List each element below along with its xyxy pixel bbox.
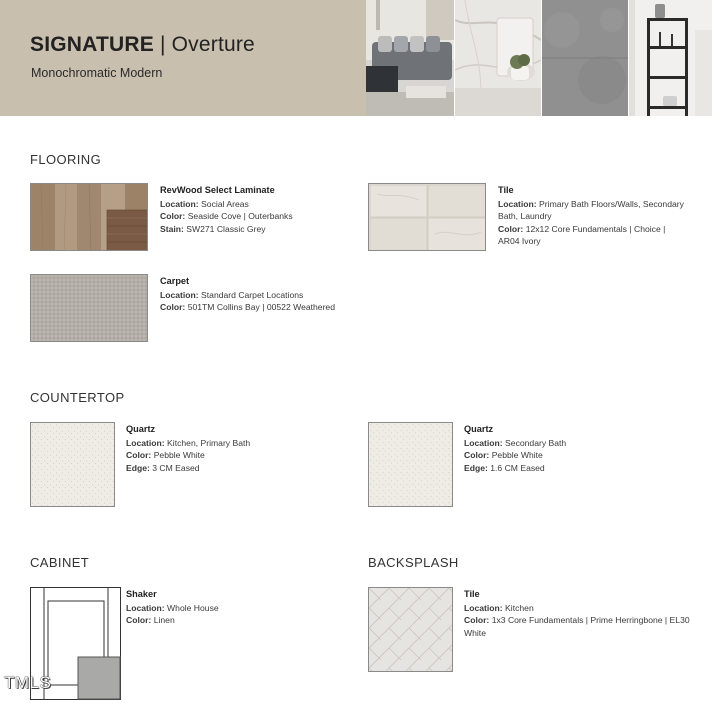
- quartz-secondary-color: Color: Pebble White: [464, 450, 543, 461]
- laminate-spec: [160, 184, 355, 235]
- carpet-name: Carpet: [160, 276, 190, 286]
- quartz-primary-color: Color: Pebble White: [126, 450, 205, 461]
- header-banner: [0, 0, 712, 116]
- backsplash-tile-spec: [464, 588, 692, 639]
- shaker-name: Shaker: [126, 589, 157, 599]
- tmls-watermark: TMLS: [4, 673, 52, 692]
- backsplash-tile-name: Tile: [464, 589, 480, 599]
- quartz-secondary-name: Quartz: [464, 424, 494, 434]
- laminate-swatch: [30, 183, 148, 251]
- section-title-backsplash: BACKSPLASH: [368, 555, 459, 570]
- shelf-decor-photo: [629, 0, 712, 116]
- backsplash-tile-color: Color: 1x3 Core Fundamentals | Prime Herringbone | EL30 White: [464, 615, 690, 638]
- quartz-primary-location: Location: Kitchen, Primary Bath: [126, 437, 251, 448]
- header-title-panel: [0, 0, 366, 116]
- section-title-countertop: COUNTERTOP: [30, 390, 125, 405]
- shaker-color: Color: Linen: [126, 615, 175, 626]
- quartz-secondary-spec: [464, 423, 644, 474]
- shaker-spec: [126, 588, 306, 627]
- herringbone-tile-swatch: [368, 587, 453, 672]
- floor-tile-spec: [498, 184, 688, 248]
- laminate-location: Location: Social Areas: [160, 198, 249, 209]
- carpet-color: Color: 501TM Collins Bay | 00522 Weathered: [160, 302, 335, 313]
- laminate-name: RevWood Select Laminate: [160, 185, 275, 195]
- floor-tile-location: Location: Primary Bath Floors/Walls, Secondary Bath, Laundry: [498, 198, 684, 222]
- carpet-spec: [160, 275, 335, 314]
- laminate-color: Color: Seaside Cove | Outerbanks: [160, 211, 293, 222]
- quartz-primary-name: Quartz: [126, 424, 156, 434]
- page-title: SIGNATURE | Overture: [30, 33, 255, 56]
- page-subtitle: Monochromatic Modern: [31, 66, 163, 80]
- quartz-primary-edge: Edge: 3 CM Eased: [126, 462, 200, 473]
- quartz-primary-swatch: [30, 422, 115, 507]
- laminate-stain: Stain: SW271 Classic Grey: [160, 223, 266, 234]
- section-title-cabinet: CABINET: [30, 555, 90, 570]
- quartz-secondary-swatch: [368, 422, 453, 507]
- quartz-secondary-location: Location: Secondary Bath: [464, 437, 567, 448]
- shaker-location: Location: Whole House: [126, 602, 219, 613]
- quartz-primary-spec: [126, 423, 306, 474]
- carpet-location: Location: Standard Carpet Locations: [160, 289, 304, 300]
- floor-tile-name: Tile: [498, 185, 514, 195]
- quartz-secondary-edge: Edge: 1.6 CM Eased: [464, 462, 545, 473]
- living-room-photo: [366, 0, 454, 116]
- backsplash-tile-location: Location: Kitchen: [464, 602, 534, 613]
- floor-tile-swatch: [368, 183, 486, 251]
- carpet-swatch: [30, 274, 148, 342]
- concrete-texture-photo: [542, 0, 628, 116]
- marble-counter-photo: [455, 0, 541, 116]
- floor-tile-color: Color: 12x12 Core Fundamentals | Choice | AR04 Ivory: [498, 223, 666, 247]
- section-title-flooring: FLOORING: [30, 152, 102, 167]
